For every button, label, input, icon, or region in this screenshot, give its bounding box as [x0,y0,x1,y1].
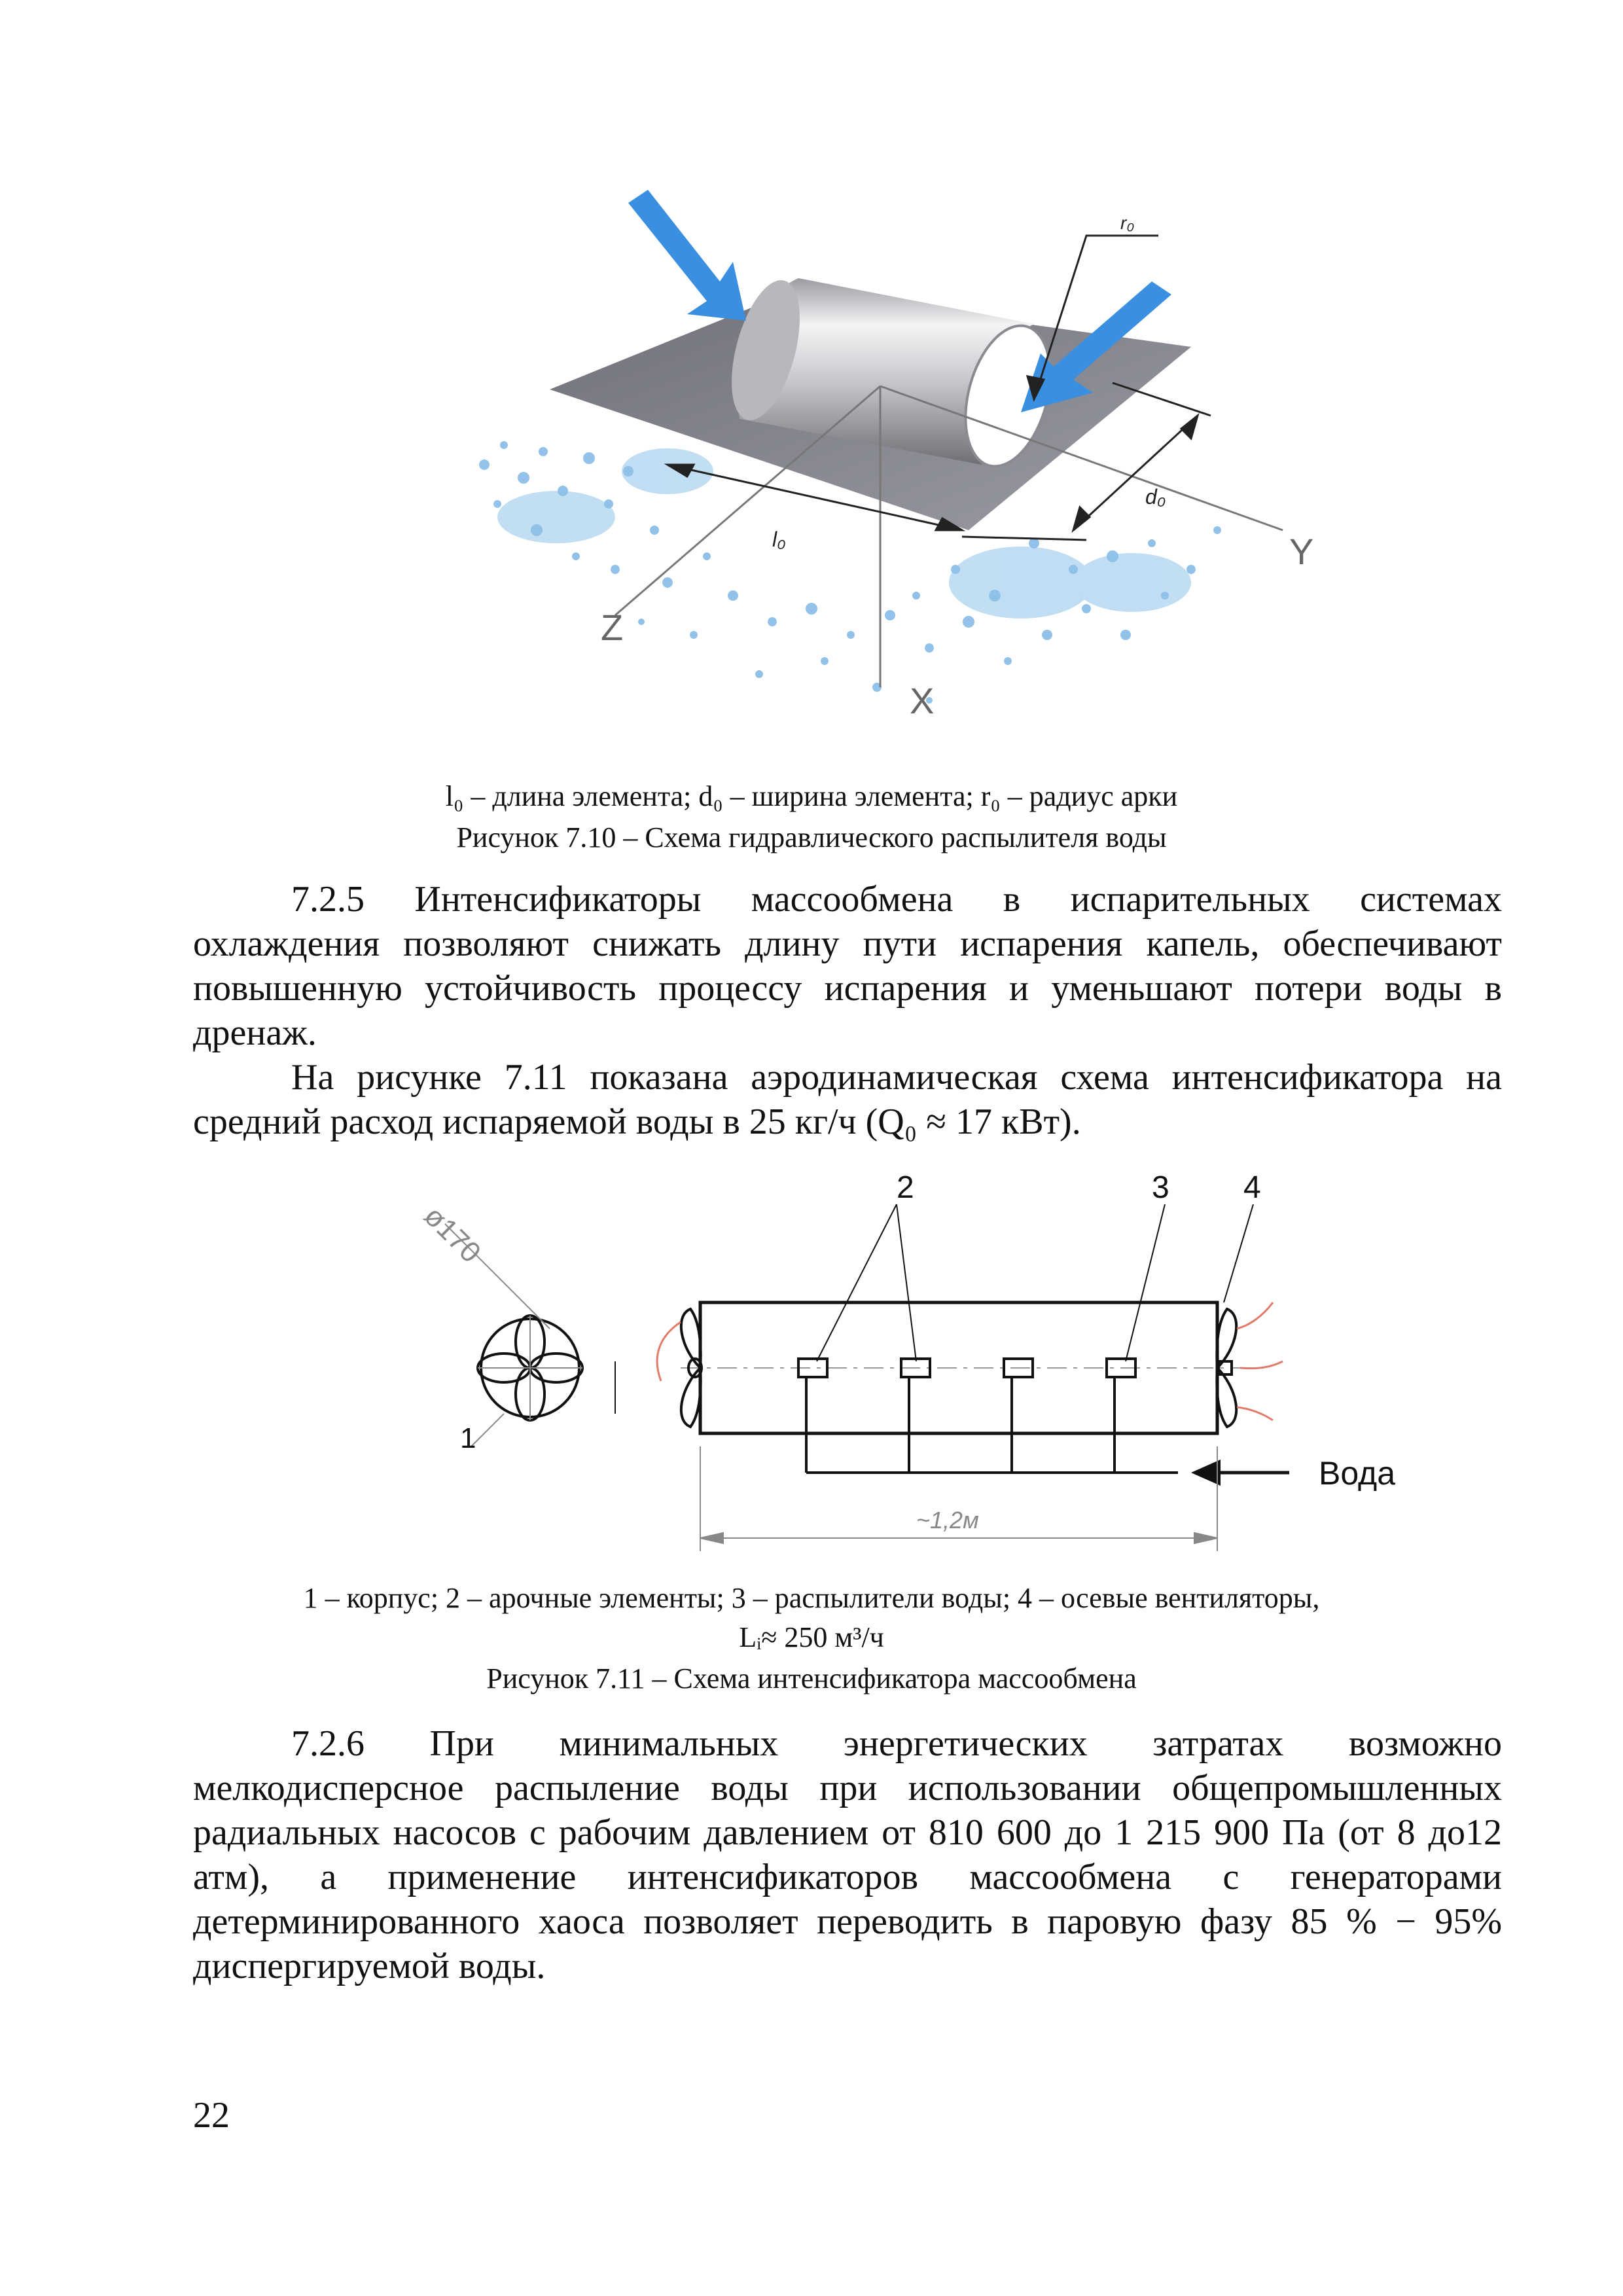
paragraph-line: 7.2.5 Интенсификаторы массообмена в испарительных системах [291,879,1502,920]
label-length: ~1,2м [916,1507,979,1534]
paragraph-line: детерминированного хаоса позволяет переводить в паровую фазу 85 % − 95% [193,1901,1502,1942]
paragraph-line: мелкодисперсное распыление воды при использовании общепромышленных [193,1768,1502,1808]
axis-z-label: Z [601,607,624,648]
water-inlet-arrow [1191,1460,1221,1486]
water-sprayers [798,1359,1178,1473]
axis-y-label: Y [1289,531,1314,572]
paragraph-line: атм), а применение интенсификаторов массообмена с генераторами [193,1857,1502,1897]
figure-7-11-diagram [393,1165,1466,1558]
label-3: 3 [1152,1170,1169,1205]
paragraph-line: дренаж. [193,1013,317,1053]
length-dimension [700,1446,1217,1551]
label-1: 1 [460,1422,476,1454]
paragraph-line: радиальных насосов с рабочим давлением от 810 600 до 1 215 900 Па (от 8 до12 [193,1812,1502,1853]
section-7-2-6 [193,1721,1502,1988]
label-r0: r₀ [1120,213,1135,233]
figure-7-11-legend-line1: 1 – корпус; 2 – арочные элементы; 3 – распылители воды; 4 – осевые вентиляторы, [303,1582,1320,1614]
axis-x-label: X [910,680,935,721]
figure-7-10-caption: Рисунок 7.10 – Схема гидравлического распылителя воды [456,821,1167,853]
page-number: 22 [193,2095,230,2136]
figure-7-11-caption: Рисунок 7.11 – Схема интенсификатора массообмена [486,1662,1137,1695]
label-diameter: ø170 [418,1200,488,1269]
airflow-arrows [657,1302,1283,1420]
label-d0: d₀ [1145,485,1166,509]
water-inflow-arrow-left [628,190,746,321]
paragraph-line: диспергируемой воды. [193,1946,546,1986]
label-l0: l₀ [772,528,786,551]
paragraph-line: повышенную устойчивость процессу испарения и уменьшают потери воды в [193,968,1502,1009]
paragraph-line: На рисунке 7.11 показана аэродинамическая схема интенсификатора на [291,1057,1502,1098]
label-water: Вода [1319,1455,1396,1492]
label-4: 4 [1243,1170,1261,1205]
section-7-2-5 [193,877,1502,1144]
paragraph-line: охлаждения позволяют снижать длину пути испарения капель, обеспечивают [193,924,1502,964]
figure-7-10-diagram [458,164,1361,733]
figure-7-11-legend-line2: Lᵢ≈ 250 м³/ч [739,1621,884,1653]
paragraph-line: средний расход испаряемой воды в 25 кг/ч (Q₀ ≈ 17 кВт). [193,1102,1081,1142]
callout-lines [817,1204,1253,1361]
paragraph-line: 7.2.6 При минимальных энергетических затратах возможно [291,1723,1502,1764]
figure-7-10-legend: l₀ – длина элемента; d₀ – ширина элемента; r₀ – радиус арки [445,780,1178,812]
label-2: 2 [897,1170,914,1205]
